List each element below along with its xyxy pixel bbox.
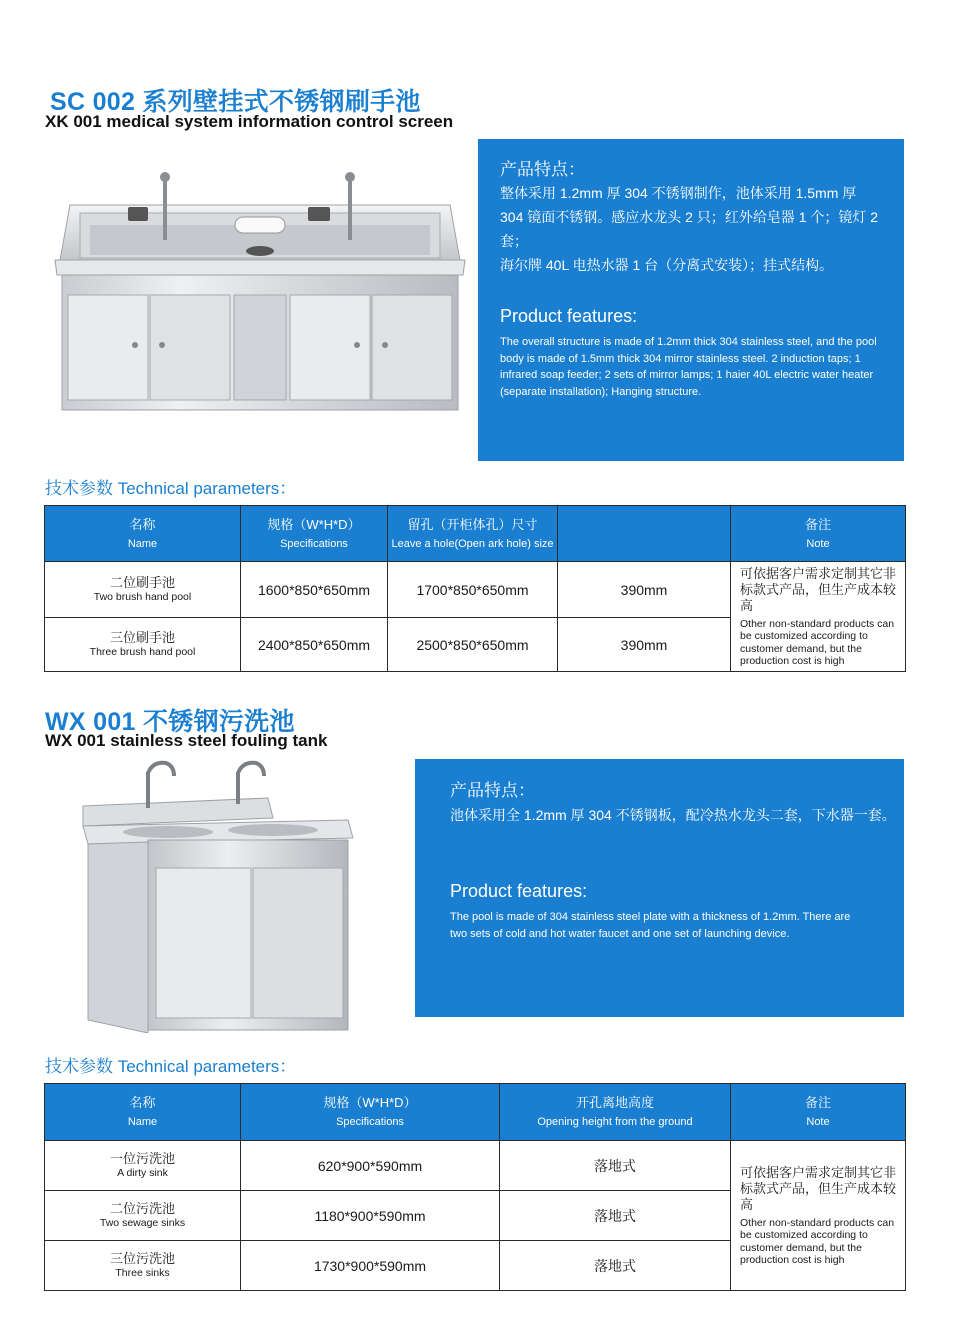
header-spec: 规格（W*H*D） Specifications xyxy=(241,1084,500,1141)
header-name: 名称 Name xyxy=(45,506,241,562)
cell-hole: 2500*850*650mm xyxy=(388,618,558,672)
section2-params-label: 技术参数 Technical parameters： xyxy=(45,1057,297,1076)
section2-spec-table xyxy=(44,1083,906,1291)
cell-spec: 620*900*590mm xyxy=(241,1141,500,1191)
scrub-sink-image xyxy=(50,165,470,415)
table-row xyxy=(45,1141,906,1191)
cell-extra: 390mm xyxy=(558,562,731,618)
header-name: 名称 Name xyxy=(45,1084,241,1141)
cell-height: 落地式 xyxy=(500,1141,731,1191)
header-spec: 规格（W*H*D） Specifications xyxy=(241,506,388,562)
table-header-row xyxy=(45,1084,906,1141)
table-row xyxy=(45,562,906,618)
header-note: 备注 Note xyxy=(731,506,906,562)
section2-features-box xyxy=(415,759,904,1017)
cell-name: 三位污洗池 Three sinks xyxy=(45,1241,241,1291)
header-blank xyxy=(558,506,731,562)
cell-extra: 390mm xyxy=(558,618,731,672)
features-text-en: The overall structure is made of 1.2mm thick 304 stainless steel, and the pool body is made of 1.5mm thick 304 mirror stainless steel. 2 induction taps; 1 infrared soap feeder; 2 sets of mirror lamps; 1 haier 40L electric water heater (separate installation); Hanging structure. xyxy=(500,336,877,398)
features-text-zh: 整体采用 1.2mm 厚 304 不锈钢制作，池体采用 1.5mm 厚 304 镜面不锈钢。感应水龙头 2 只；红外给皂器 1 个；镜灯 2 套； 海尔牌 40L 电热水器 1 台（分离式安装）；挂式结构。 xyxy=(500,185,879,273)
cell-spec: 1180*900*590mm xyxy=(241,1191,500,1241)
section2-title-en: WX 001 stainless steel fouling tank xyxy=(45,731,328,750)
section1-spec-table xyxy=(44,505,906,672)
cell-spec: 1600*850*650mm xyxy=(241,562,388,618)
header-note: 备注 Note xyxy=(731,1084,906,1141)
features-heading-zh: 产品特点： xyxy=(500,160,585,179)
features-text-en: The pool is made of 304 stainless steel plate with a thickness of 1.2mm. There are two sets of cold and hot water faucet and one set of launching device. xyxy=(450,911,851,940)
cell-note: 可依据客户需求定制其它非标款式产品，但生产成本较高 Other non-standard products can be customized according to customer demand, but the production cost is high xyxy=(731,562,906,672)
header-height: 开孔离地高度 Opening height from the ground xyxy=(500,1084,731,1141)
cell-spec: 1730*900*590mm xyxy=(241,1241,500,1291)
cell-hole: 1700*850*650mm xyxy=(388,562,558,618)
cell-name: 二位刷手池 Two brush hand pool xyxy=(45,562,241,618)
cell-name: 二位污洗池 Two sewage sinks xyxy=(45,1191,241,1241)
cell-name: 一位污洗池 A dirty sink xyxy=(45,1141,241,1191)
section1-title-en: XK 001 medical system information control screen xyxy=(45,112,454,131)
section1-params-label: 技术参数 Technical parameters： xyxy=(45,479,297,498)
section1-features-box xyxy=(478,139,904,461)
cell-note: 可依据客户需求定制其它非标款式产品，但生产成本较高 Other non-standard products can be customized according to customer demand, but the production cost is high xyxy=(731,1141,906,1291)
table-header-row xyxy=(45,506,906,562)
features-text-zh: 池体采用全 1.2mm 厚 304 不锈钢板，配冷热水龙头二套，下水器一套。 xyxy=(450,807,896,823)
cell-height: 落地式 xyxy=(500,1241,731,1291)
section1-title-zh: SC 002 系列壁挂式不锈钢刷手池 xyxy=(50,88,421,116)
cell-height: 落地式 xyxy=(500,1191,731,1241)
header-hole: 留孔（开柜体孔）尺寸 Leave a hole(Open ark hole) size xyxy=(388,506,558,562)
features-heading-zh: 产品特点： xyxy=(450,781,535,800)
fouling-tank-image xyxy=(78,758,358,1033)
cell-name: 三位刷手池 Three brush hand pool xyxy=(45,618,241,672)
cell-spec: 2400*850*650mm xyxy=(241,618,388,672)
section2-title-zh: WX 001 不锈钢污洗池 xyxy=(45,708,295,736)
features-heading-en: Product features: xyxy=(500,306,638,326)
features-heading-en: Product features: xyxy=(450,881,588,901)
